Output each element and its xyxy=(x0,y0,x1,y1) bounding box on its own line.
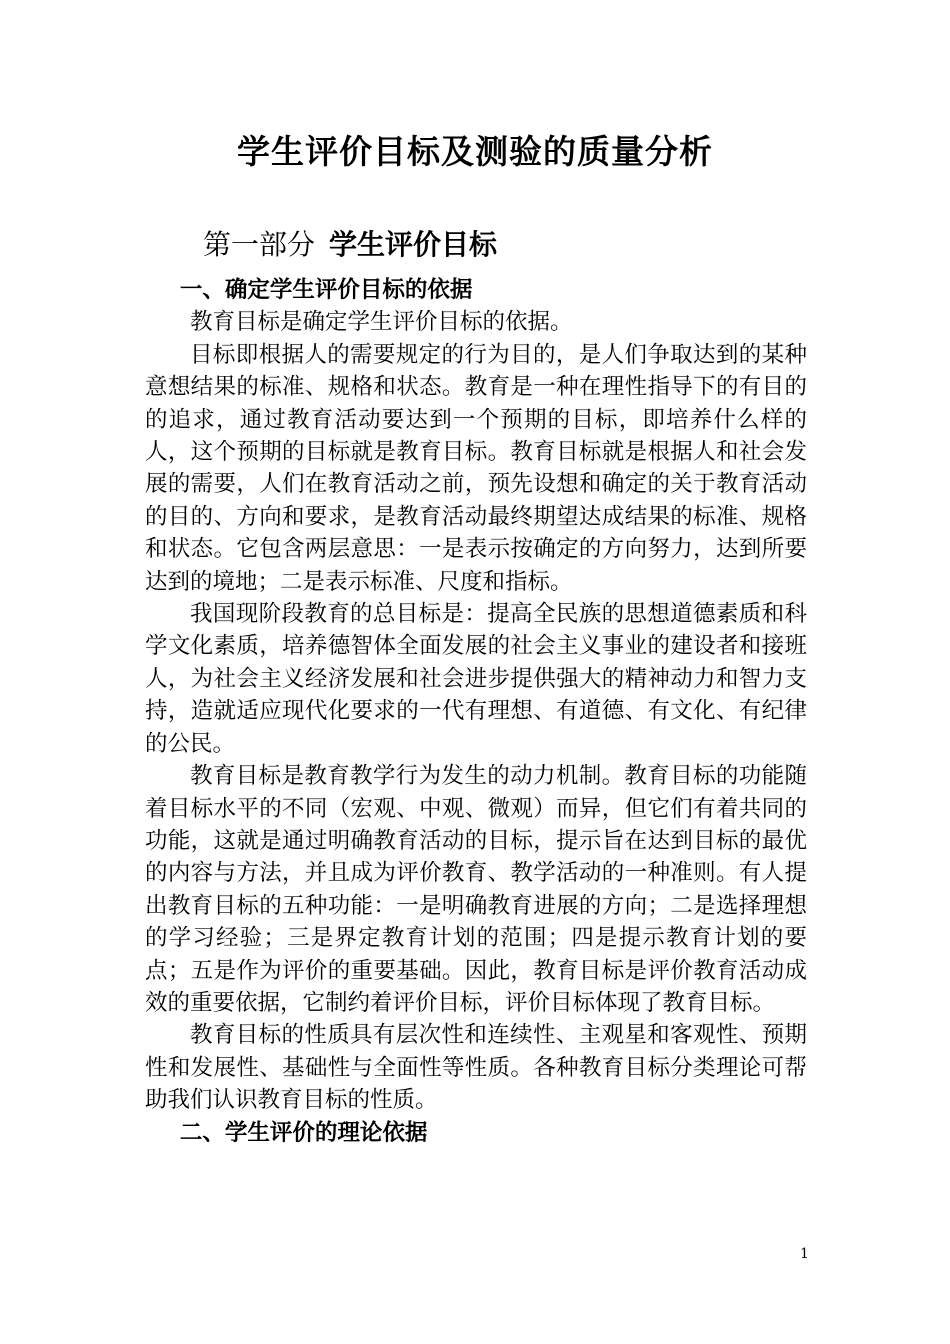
paragraph: 教育目标是教育教学行为发生的动力机制。教育目标的功能随着目标水平的不同（宏观、中观、微观）而异，但它们有着共同的功能，这就是通过明确教育活动的目标，提示旨在达到目标的最优的内容与方法，并且成为评价教育、教学活动的一种准则。有人提出教育目标的五种功能：一是明确教育进展的方向；二是选择理想的学习经验；三是界定教育计划的范围；四是提示教育计划的要点；五是作为评价的重要基础。因此，教育目标是评价教育活动成效的重要依据，它制约着评价目标，评价目标体现了教育目标。 xyxy=(145,763,807,1016)
paragraph: 教育目标是确定学生评价目标的依据。 xyxy=(190,309,573,336)
part-number: 第一部分 xyxy=(203,228,316,261)
body-text xyxy=(145,274,807,1149)
page-number: 1 xyxy=(800,1246,809,1262)
part-heading xyxy=(203,224,497,266)
document-title: 学生评价目标及测验的质量分析 xyxy=(237,132,713,171)
section-heading-1: 一、确定学生评价目标的依据 xyxy=(179,277,473,303)
paragraph: 我国现阶段教育的总目标是：提高全民族的思想道德素质和科学文化素质，培养德智体全面发展的社会主义事业的建设者和接班人，为社会主义经济发展和社会进步提供强大的精神动力和智力支持，造就适应现代化要求的一代有理想、有道德、有文化、有纪律的公民。 xyxy=(145,601,807,757)
paragraph: 目标即根据人的需要规定的行为目的，是人们争取达到的某种意想结果的标准、规格和状态。教育是一种在理性指导下的有目的的追求，通过教育活动要达到一个预期的目标，即培养什么样的人，这个预期的目标就是教育目标。教育目标就是根据人和社会发展的需要，人们在教育活动之前，预先设想和确定的关于教育活动的目的、方向和要求，是教育活动最终期望达成结果的标准、规格和状态。它包含两层意思：一是表示按确定的方向努力，达到所要达到的境地；二是表示标准、尺度和指标。 xyxy=(145,341,807,595)
section-heading-2: 二、学生评价的理论依据 xyxy=(179,1119,428,1146)
part-name: 学生评价目标 xyxy=(329,228,498,261)
paragraph: 教育目标的性质具有层次性和连续性、主观星和客观性、预期性和发展性、基础性与全面性等性质。各种教育目标分类理论可帮助我们认识教育目标的性质。 xyxy=(145,1022,807,1114)
